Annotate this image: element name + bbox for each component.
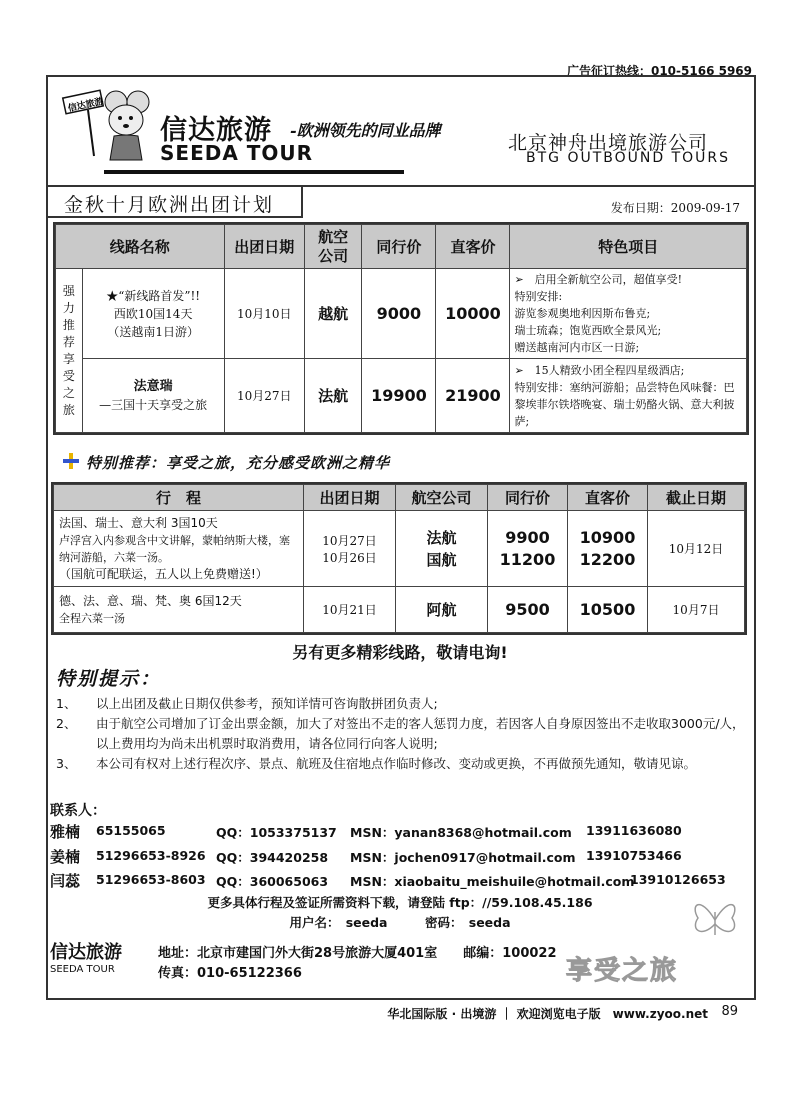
contact-mobile: 13910126653 (630, 872, 726, 887)
list-item (56, 754, 746, 774)
footer-brand-cn: 信达旅游 (50, 942, 122, 963)
trade-price: 11200 (499, 549, 556, 569)
col-date: 出团日期 (304, 485, 396, 511)
tip-number: 1、 (56, 696, 77, 711)
header-rule (104, 170, 404, 174)
airline: 国航 (426, 550, 457, 569)
plan-title-divider (301, 187, 303, 218)
trade-prices (488, 511, 568, 587)
list-item (56, 714, 746, 754)
direct-price: 10500 (568, 587, 648, 633)
contact-qq: QQ：360065063 (216, 874, 329, 889)
list-item (56, 694, 746, 714)
contact-name: 姜楠 (50, 848, 81, 866)
company-name-cn: 北京神舟出境旅游公司 (508, 132, 709, 154)
special-recommend-title: 特别推荐：享受之旅，充分感受欧洲之精华 (86, 454, 391, 472)
direct-price: 21900 (436, 359, 510, 433)
airline: 阿航 (396, 587, 488, 633)
more-routes-note: 另有更多精彩线路，敬请电询! (292, 643, 508, 662)
col-airline-label: 航空公司 (318, 227, 349, 265)
table-row (54, 587, 745, 633)
airline: 法航 (426, 528, 457, 547)
tips-title: 特别提示： (56, 668, 162, 690)
departure-date: 10月21日 (304, 587, 396, 633)
butterfly-icon (690, 890, 740, 950)
features-cell (510, 359, 747, 433)
departure-date: 10月27日 (322, 533, 377, 548)
col-trade-price: 同行价 (362, 225, 436, 269)
feature-line: 特别安排：塞纳河游船；品尝特色风味餐：巴黎埃菲尔铁塔晚宴、瑞士奶酪火锅、意大利披萨; (514, 380, 735, 428)
route-cell (82, 269, 224, 359)
departure-date: 10月26日 (322, 550, 377, 565)
route-line: ★“新线路首发”!! (106, 288, 201, 303)
feature-line: ➢ 启用全新航空公司，超值享受! (514, 273, 683, 286)
tour-table-special (53, 484, 745, 633)
brand-slogan: -欧洲领先的同业品牌 (290, 121, 441, 140)
tips-list (56, 694, 746, 774)
contact-phone: 65155065 (96, 823, 166, 838)
departure-dates (304, 511, 396, 587)
footer-fax: 传真：010-65122366 (158, 966, 302, 981)
publish-date: 发布日期：2009-09-17 (610, 201, 740, 215)
table-row (54, 511, 745, 587)
tip-text: 由于航空公司增加了订金出票金额，加大了对签出不走的客人惩罚力度，若因客人自身原因签出不走收取3000元/人，以上费用均为尚未出机票时取消费用，请各位同行向客人说明; (96, 716, 745, 751)
plan-title-underline (46, 216, 301, 218)
col-deadline: 截止日期 (648, 485, 745, 511)
route-line: —三国十天享受之旅 (99, 397, 208, 412)
trade-price: 9500 (488, 587, 568, 633)
departure-date: 10月27日 (224, 359, 304, 433)
itinerary-cell (54, 511, 304, 587)
contact-mobile: 13910753466 (586, 848, 682, 863)
itinerary-note: （国航可配联运，五人以上免费赠送!） (59, 566, 268, 581)
table-row (56, 269, 747, 359)
contact-qq: QQ：394420258 (216, 850, 329, 865)
feature-line: 赠送越南河内市区一日游; (514, 341, 640, 354)
mascot-sign-text: 信达旅游 (67, 96, 105, 115)
col-features: 特色项目 (510, 225, 747, 269)
route-line: 西欧10国14天 (113, 306, 193, 321)
route-line: （送越南1日游） (107, 324, 199, 339)
tip-number: 2、 (56, 716, 77, 731)
tip-text: 以上出团及截止日期仅供参考，预知详情可咨询散拼团负责人; (96, 696, 438, 711)
tour-table-recommended (55, 224, 747, 433)
departure-date: 10月10日 (224, 269, 304, 359)
col-airline (304, 225, 362, 269)
trade-price: 9000 (362, 269, 436, 359)
contact-msn: MSN：xiaobaitu_meishuile@hotmail.com (350, 874, 635, 889)
airline: 法航 (304, 359, 362, 433)
features-cell (510, 269, 747, 359)
page-number: 89 (721, 1004, 738, 1019)
brand-name-en: SEEDA TOUR (160, 141, 314, 165)
table-row (56, 359, 747, 433)
contact-msn: MSN：jochen0917@hotmail.com (350, 850, 576, 865)
col-airline: 航空公司 (396, 485, 488, 511)
contact-name: 闫蕊 (50, 872, 81, 890)
trade-price: 19900 (362, 359, 436, 433)
feature-line: 游览参观奥地利因斯布鲁克; (514, 307, 651, 320)
plan-title: 金秋十月欧洲出团计划 (64, 194, 275, 216)
itinerary-sub: 全程六菜一汤 (59, 611, 125, 625)
feature-line: ➢ 15人精致小团全程四星级酒店; (514, 363, 685, 377)
page-footer: 华北国际版 · 出境游 ｜ 欢迎浏览电子版 www.zyoo.net (387, 1007, 708, 1021)
col-direct-price: 直客价 (568, 485, 648, 511)
itinerary-main: 德、法、意、瑞、梵、奥 6国12天 (59, 593, 242, 608)
direct-price: 10000 (436, 269, 510, 359)
contact-mobile: 13911636080 (586, 823, 682, 838)
tip-text: 本公司有权对上述行程次序、景点、航班及住宿地点作临时修改、变动或更换，不再做预先通知，敬请见谅。 (96, 756, 697, 771)
deadline: 10月7日 (648, 587, 745, 633)
contacts-title: 联系人： (50, 803, 106, 819)
contact-phone: 51296653-8926 (96, 848, 206, 863)
col-trade-price: 同行价 (488, 485, 568, 511)
ftp-login-info: 用户名： seeda 密码： seeda (289, 915, 511, 930)
deadline: 10月12日 (648, 511, 745, 587)
plus-bullet-icon (62, 452, 80, 470)
table-header-row (56, 225, 747, 269)
direct-price: 10900 (579, 527, 636, 547)
trade-price: 9900 (505, 527, 550, 547)
direct-prices (568, 511, 648, 587)
table-header-row (54, 485, 745, 511)
col-date: 出团日期 (224, 225, 304, 269)
contact-phone: 51296653-8603 (96, 872, 206, 887)
footer-address: 地址：北京市建国门外大街28号旅游大厦401室 邮编：100022 (158, 946, 557, 961)
row-group-label (56, 269, 83, 433)
direct-price: 12200 (579, 549, 636, 569)
contact-msn: MSN：yanan8368@hotmail.com (350, 825, 572, 840)
route-cell (82, 359, 224, 433)
section-divider (46, 185, 756, 187)
contact-qq: QQ：1053375137 (216, 825, 337, 840)
col-route: 线路名称 (56, 225, 225, 269)
contact-name: 雅楠 (50, 823, 81, 841)
feature-line: 特别安排: (514, 290, 563, 303)
itinerary-cell (54, 587, 304, 633)
col-itinerary: 行 程 (54, 485, 304, 511)
footer-brand-en: SEEDA TOUR (50, 964, 115, 975)
itinerary-main: 法国、瑞士、意大利 3国10天 (59, 515, 218, 530)
itinerary-sub: 卢浮宫入内参观含中文讲解，蒙帕纳斯大楼，塞纳河游船，六菜一汤。 (59, 533, 290, 564)
airlines (396, 511, 488, 587)
feature-line: 瑞士琉森；饱览西欧全景风光; (514, 324, 662, 337)
company-name-en: BTG OUTBOUND TOURS (526, 150, 731, 166)
route-line: 法意瑞 (133, 378, 173, 394)
watermark-slogan: 享受之旅 (566, 956, 679, 986)
brand-name-cn: 信达旅游 (160, 115, 272, 146)
tip-number: 3、 (56, 756, 77, 771)
ftp-download-note: 更多具体行程及签证所需资料下载，请登陆 ftp：//59.108.45.186 (207, 895, 593, 910)
airline: 越航 (304, 269, 362, 359)
mascot-logo (58, 86, 154, 166)
col-direct-price: 直客价 (436, 225, 510, 269)
ad-hotline: 广告征订热线：010-5166 5969 (566, 64, 752, 78)
row-group-text: 强力推荐享受之旅 (62, 283, 75, 417)
